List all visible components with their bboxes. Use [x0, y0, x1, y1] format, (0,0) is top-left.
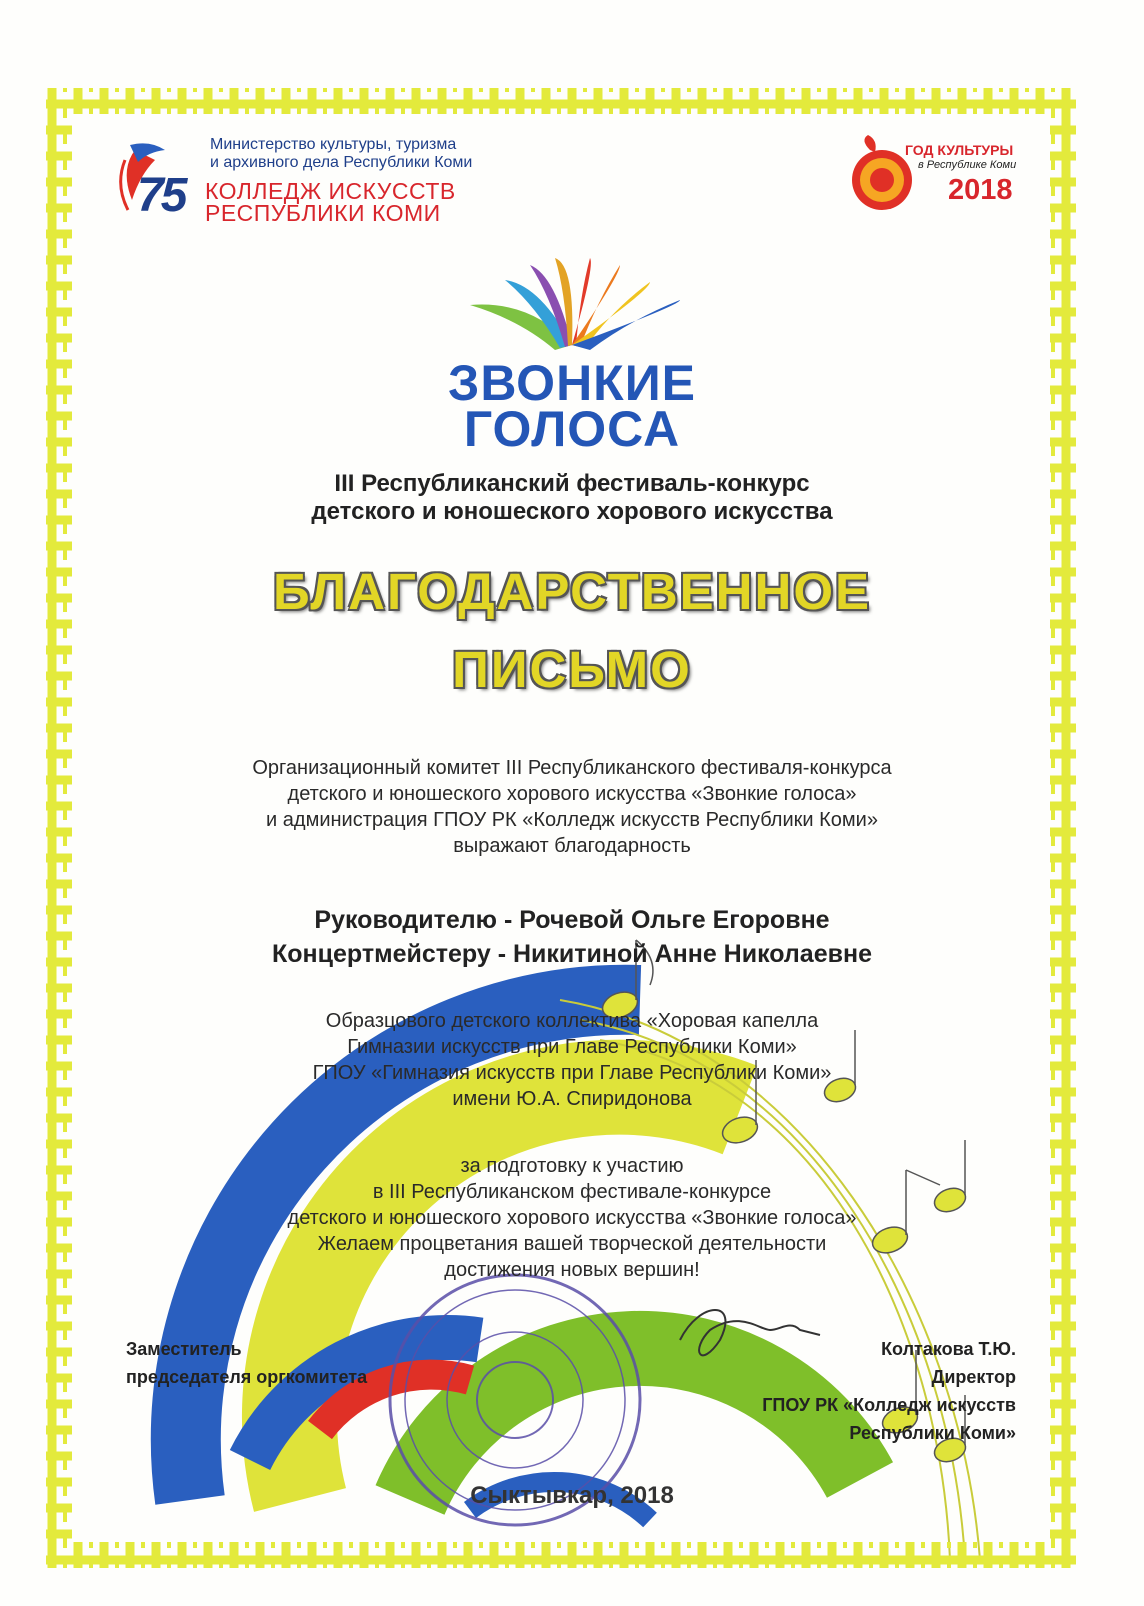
- text-line: Желаем процветания вашей творческой деятельности: [317, 1233, 827, 1255]
- collective-paragraph: [100, 1008, 1044, 1112]
- director-org-line1: ГПОУ РК «Колледж искусств: [762, 1395, 1016, 1415]
- text-line: выражают благодарность: [453, 835, 691, 857]
- recipient-leader: Руководителю - Рочевой Ольге Егоровне: [314, 906, 830, 934]
- director-title: Директор: [931, 1367, 1016, 1387]
- college-line2: РЕСПУБЛИКИ КОМИ: [205, 200, 441, 226]
- festival-subtitle-line2: детского и юношеского хорового искусства: [311, 498, 833, 525]
- text-line: в III Республиканском фестивале-конкурсе: [372, 1181, 772, 1203]
- text-line: Образцового детского коллектива «Хоровая капелла: [325, 1010, 819, 1032]
- text-line: и администрация ГПОУ РК «Колледж искусств Республики Коми»: [266, 809, 878, 831]
- recipient-accompanist: Концертмейстеру - Никитиной Анне Николаевне: [272, 940, 872, 968]
- text-line: детского и юношеского хорового искусства «Звонкие голоса»: [287, 783, 857, 805]
- reason-paragraph: [100, 1153, 1044, 1283]
- text-line: детского и юношеского хорового искусства «Звонкие голоса»: [287, 1207, 857, 1229]
- city-year: Сыктывкар, 2018: [470, 1482, 674, 1509]
- text-line: Гимназии искусств при Главе Республики Коми»: [347, 1036, 797, 1058]
- ministry-line2: и архивного дела Республики Коми: [210, 154, 473, 171]
- festival-logo-line2: ГОЛОСА: [463, 401, 681, 457]
- festival-logo: [372, 355, 772, 457]
- deputy-signature-block: [126, 1335, 367, 1391]
- director-name: Колтакова Т.Ю.: [881, 1339, 1016, 1359]
- festival-logo-line1: ЗВОНКИЕ: [448, 355, 696, 411]
- culture-year-subtitle: в Республике Коми: [918, 159, 1017, 171]
- document-title-line2: ПИСЬМО: [452, 641, 692, 698]
- text-line: Организационный комитет III Республиканского фестиваля-конкурса: [252, 757, 892, 779]
- document-title-line1: БЛАГОДАРСТВЕННОЕ: [272, 563, 872, 620]
- deputy-line2: председателя оргкомитета: [126, 1367, 368, 1387]
- college-name: [205, 180, 456, 224]
- director-org-line2: Республики Коми»: [849, 1423, 1016, 1443]
- text-line: имени Ю.А. Спиридонова: [452, 1088, 692, 1110]
- ministry-line1: Министерство культуры, туризма: [210, 136, 457, 153]
- deputy-line1: Заместитель: [126, 1339, 242, 1359]
- text-line: достижения новых вершин!: [444, 1259, 700, 1281]
- organizers-paragraph: [100, 755, 1044, 859]
- director-signature-block: [640, 1335, 1016, 1447]
- college-line1: КОЛЛЕДЖ ИСКУССТВ: [205, 178, 456, 204]
- culture-year-title: ГОД КУЛЬТУРЫ: [905, 142, 1014, 158]
- ministry-name: [210, 136, 472, 172]
- festival-subtitle-line1: III Республиканский фестиваль-конкурс: [334, 470, 810, 497]
- anniversary-number: 75: [137, 169, 185, 222]
- culture-year-number: 2018: [948, 174, 1013, 206]
- text-line: ГПОУ «Гимназия искусств при Главе Республики Коми»: [312, 1062, 832, 1084]
- text-line: за подготовку к участию: [460, 1155, 684, 1177]
- festival-subtitle: [130, 470, 1014, 526]
